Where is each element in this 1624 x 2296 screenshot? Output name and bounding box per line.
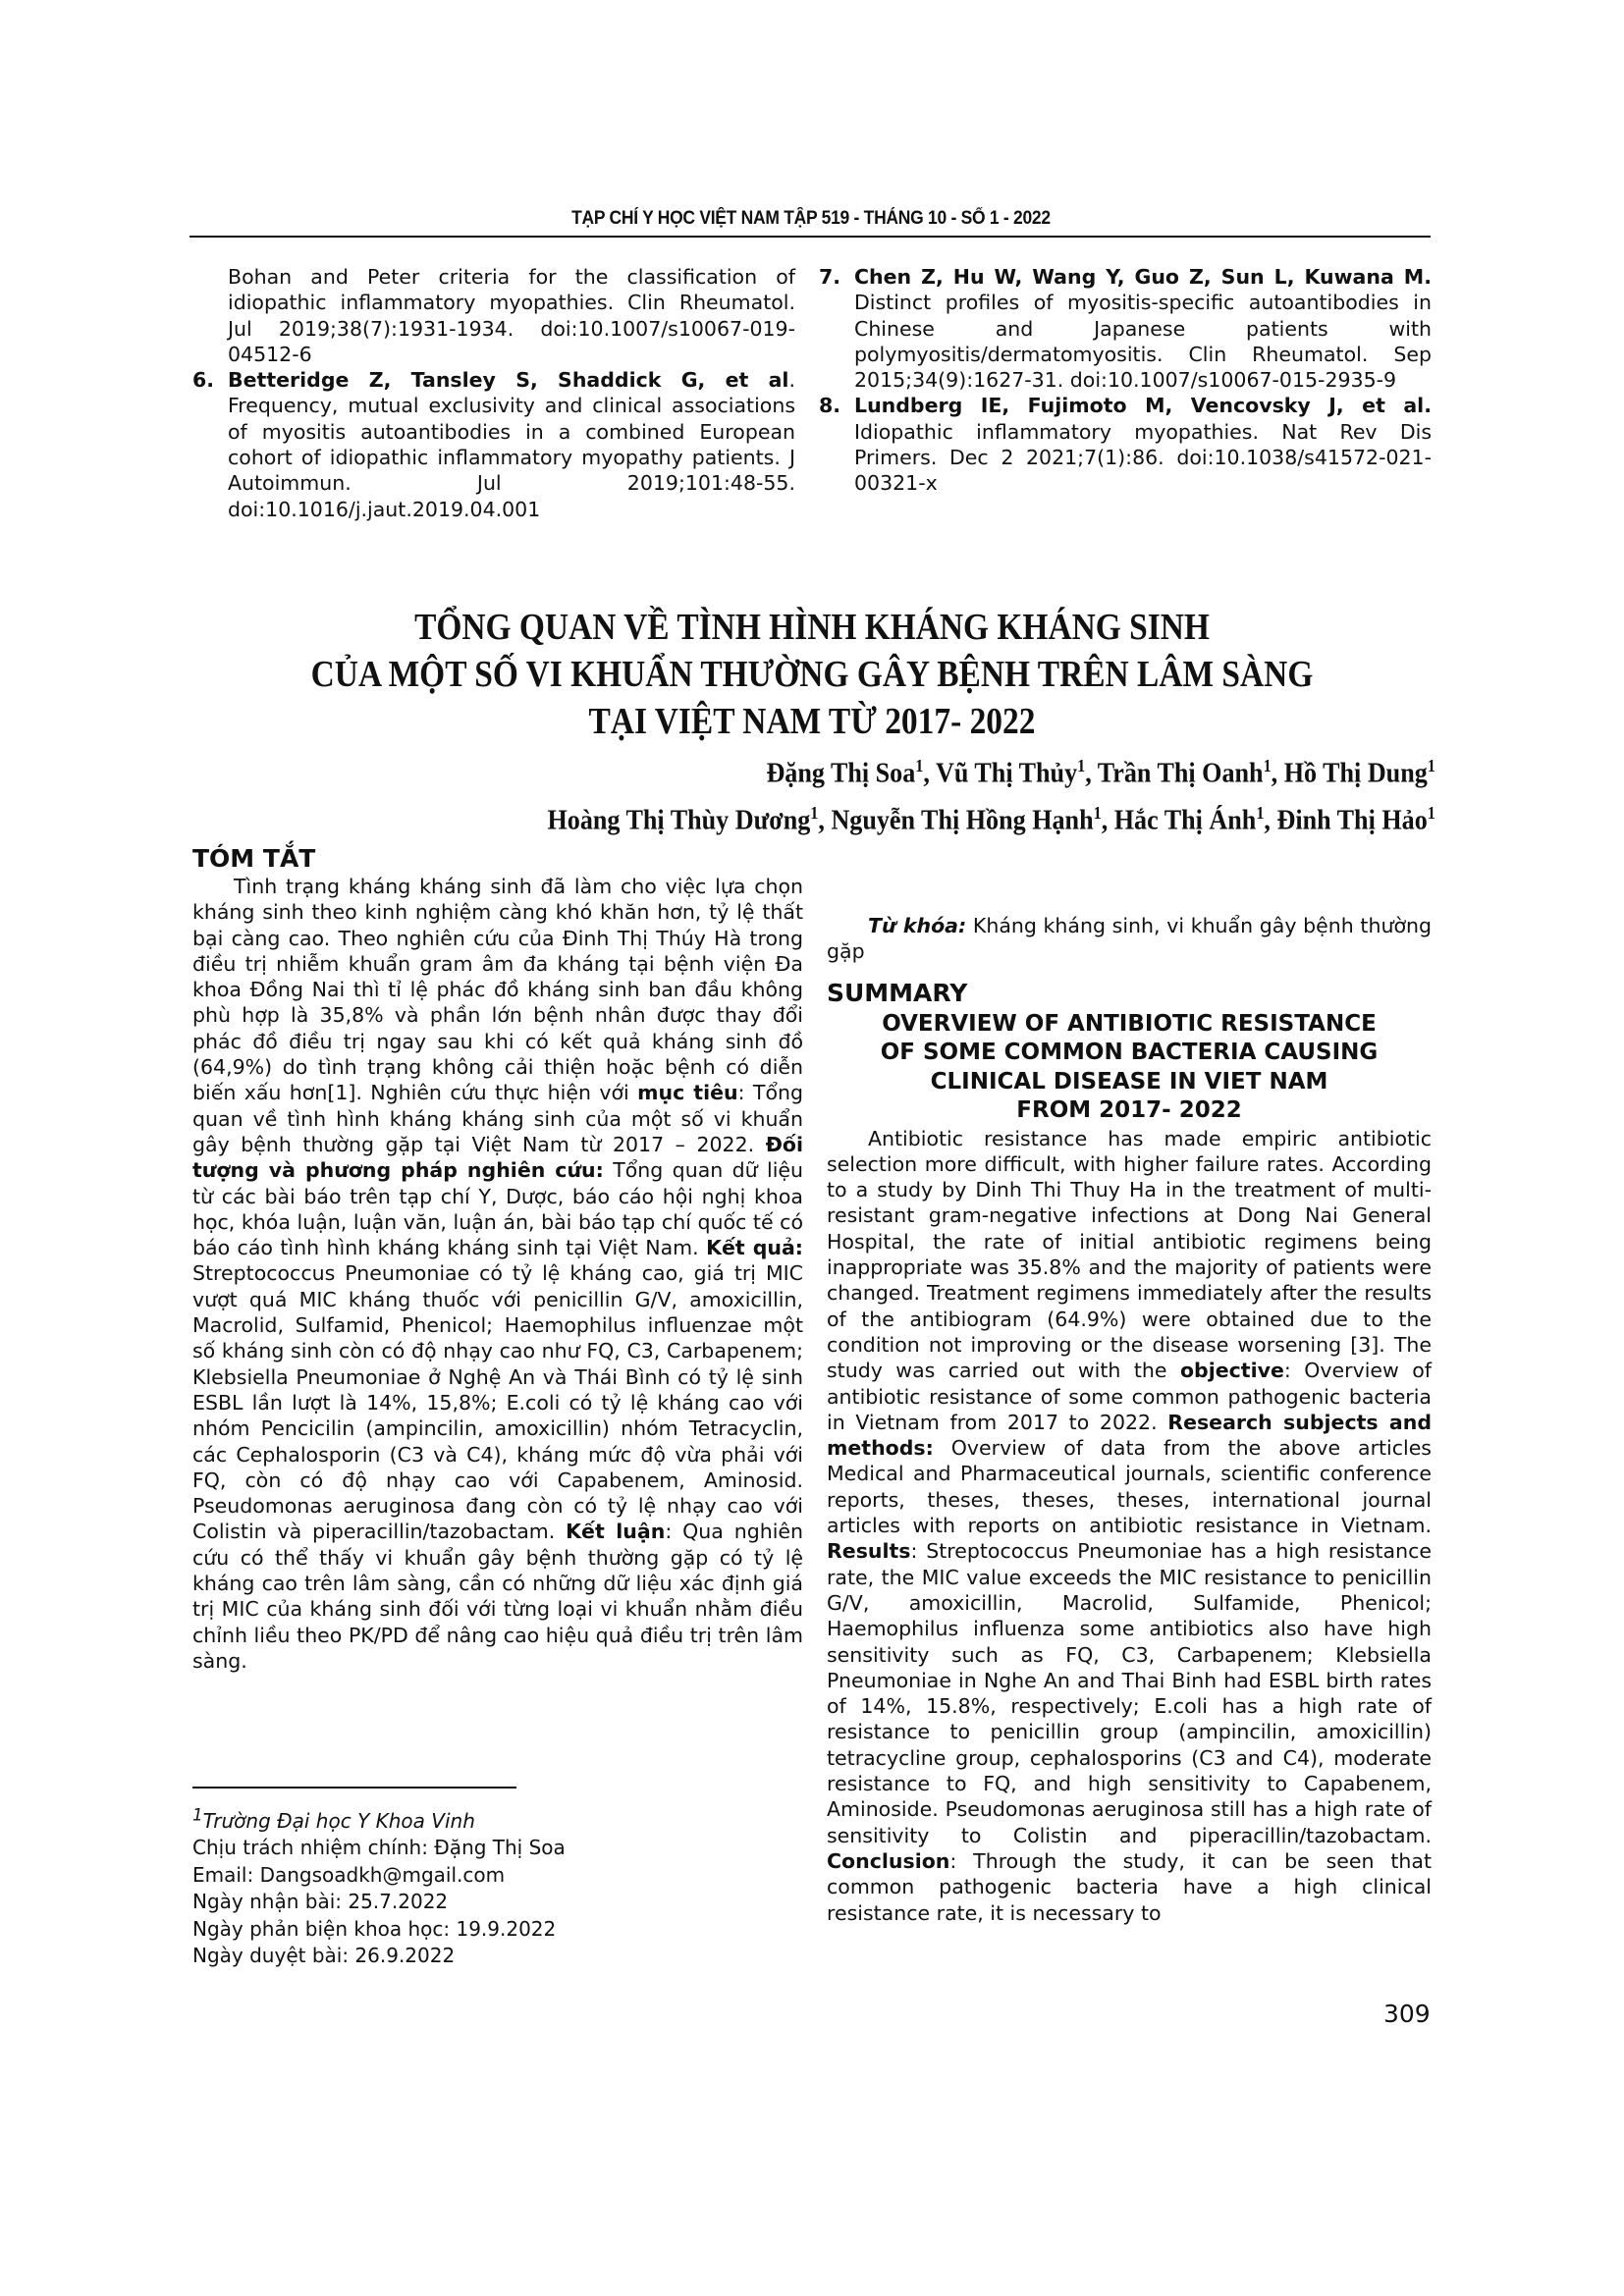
received-date: Ngày nhận bài: 25.7.2022 (192, 1890, 449, 1914)
english-title-line: FROM 2017- 2022 (1016, 1097, 1242, 1124)
references-right-column (819, 264, 1432, 497)
author-name: Đặng Thị Soa (766, 757, 916, 789)
section-heading: SUMMARY (827, 978, 968, 1007)
keywords-label: Từ khóa: (868, 914, 967, 937)
abstract-english-column (827, 913, 1432, 1926)
reference-item (228, 264, 795, 367)
affiliation-marker: 1 (1077, 756, 1086, 775)
affiliation-marker: 1 (1263, 756, 1272, 775)
abstract-paragraph: Tình trạng kháng kháng sinh đã làm cho việc lựa chọn kháng sinh theo kinh nghiệm càng khó khăn hơn, tỷ lệ thất bại càng cao. Theo nghiên cứu của Đinh Thị Thúy Hà trong điều trị nhiễm khuẩn gram âm đa kháng tại bệnh viện Đa khoa Đồng Nai thì tỉ lệ phác đồ kháng sinh ban đầu không phù hợp là 35,8% và phần lớn bệnh nhân được thay đổi phác đồ điều trị ngay sau khi có kết quả kháng sinh đồ (64,9%) do tình trạng không cải thiện hoặc bệnh có diễn biến xấu hơn[1]. Nghiên cứu thực hiện với mục tiêu: Tổng quan về tình hình kháng kháng sinh của một số vi khuẩn gây bệnh thường gặp tại Việt Nam từ 2017 – 2022. Đối tượng và phương pháp nghiên cứu: Tổng quan dữ liệu từ các bài báo trên tạp chí Y, Dược, báo cáo hội nghị khoa học, khóa luận, luận văn, luận án, bài báo tạp chí quốc tế có báo cáo tình hình kháng kháng sinh tại Việt Nam. Kết quả: Streptococcus Pneumoniae có tỷ lệ kháng cao, giá trị MIC vượt quá MIC kháng thuốc với penicillin G/V, amoxicillin, Macrolid, Sulfamid, Phenicol; Haemophilus influenzae một số kháng sinh còn có độ nhạy cao như FQ, C3, Carbapenem; Klebsiella Pneumoniae ở Nghệ An và Thái Bình có tỷ lệ sinh ESBL lần lượt là 14%, 15,8%; E.coli có tỷ lệ kháng cao với nhóm Pencicilin (ampincilin, amoxicillin) nhóm Tetracyclin, các Cephalosporin (C3 và C4), kháng mức độ vừa phải với FQ, còn có độ nhạy cao với Capabenem, Aminosid. Pseudomonas aeruginosa đang còn có tỷ lệ nhạy cao với Colistin và piperacillin/tazobactam. Kết luận: Qua nghiên cứu có thể thấy vi khuẩn gây bệnh thường gặp có tỷ lệ kháng cao trên lâm sàng, cần có những dữ liệu xác định giá trị MIC của kháng sinh đối với từng loại vi khuẩn nhằm điều chỉnh liều theo PK/PD để nâng cao hiệu quả điều trị trên lâm sàng. (192, 875, 804, 1673)
reference-authors: Betteridge Z, Tansley S, Shaddick G, et al (228, 368, 789, 393)
english-title-line: OVERVIEW OF ANTIBIOTIC RESISTANCE (882, 1010, 1377, 1037)
accepted-date: Ngày duyệt bài: 26.9.2022 (192, 1944, 456, 1968)
reference-number: 7. (819, 265, 841, 289)
title-line: CỦA MỘT SỐ VI KHUẨN THƯỜNG GÂY BỆNH TRÊN LÂM SÀNG (310, 654, 1314, 695)
author-name: Vũ Thị Thủy (936, 757, 1078, 789)
reference-item (192, 367, 795, 522)
reference-text: Idiopathic inflammatory myopathies. Nat Rev Dis Primers. Dec 2 2021;7(1):86. doi:10.1038/s41572-021-00321-x (854, 419, 1432, 496)
author-list (548, 746, 1435, 839)
author-line: Đặng Thị Soa$^1$, Vũ Thị Thủy$^1$, Trần Thị Oanh$^1$, Hồ Thị Dung$^1$ (766, 756, 1435, 789)
footnote (192, 1801, 566, 1970)
header-divider (189, 236, 1431, 238)
reference-text: . Frequency, mutual exclusivity and clinical associations of myositis autoantibodies in a combined European cohort of idiopathic inflammatory myopathy patients. J Autoimmun. Jul 2019;101:48-55. doi:10.1016/j.jaut.2019.04.001 (228, 368, 795, 521)
title-line: TỔNG QUAN VỀ TÌNH HÌNH KHÁNG KHÁNG SINH (414, 607, 1210, 648)
title-line: TẠI VIỆT NAM TỪ 2017- 2022 (588, 701, 1036, 742)
english-title (827, 1010, 1432, 1126)
author-name: Hoàng Thị Thùy Dương (547, 804, 811, 836)
affiliation-marker: 1 (810, 802, 819, 823)
author-line: Hoàng Thị Thùy Dương$^1$, Nguyễn Thị Hồng Hạnh$^1$, Hắc Thị Ánh$^1$, Đinh Thị Hảo$^1$ (547, 802, 1435, 836)
reference-item (819, 264, 1432, 393)
reference-number: 6. (192, 368, 215, 393)
running-header: TẠP CHÍ Y HỌC VIỆT NAM TẬP 519 - THÁNG 10 - SỐ 1 - 2022 (571, 208, 1051, 229)
author-name: Hồ Thị Dung (1283, 757, 1428, 789)
reference-authors: Lundberg IE, Fujimoto M, Vencovsky J, et al. (854, 394, 1432, 418)
affiliation-marker: 1 (1256, 802, 1265, 823)
objective-label: objective (1179, 1359, 1284, 1383)
author-name: Trần Thị Oanh (1097, 757, 1264, 789)
conclusion-label: Kết luận (566, 1520, 666, 1544)
reference-text: Distinct profiles of myositis-specific autoantibodies in Chinese and Japanese patients with polymyositis/dermatomyositis. Clin Rheumatol. Sep 2015;34(9):1627-31. doi:10.1007/s10067-015-2935-9 (854, 291, 1432, 393)
author-name: Nguyễn Thị Hồng Hạnh (831, 804, 1094, 836)
affiliation-marker: 1 (1093, 802, 1102, 823)
reference-item (819, 393, 1432, 496)
reference-text: Bohan and Peter criteria for the classification of idiopathic inflammatory myopathies. Clin Rheumatol. Jul 2019;38(7):1931-1934. doi:10.1007/s10067-019-04512-6 (228, 265, 795, 366)
methods-label: Đối tượng và phương pháp nghiên cứu: (192, 1132, 803, 1183)
review-date: Ngày phản biện khoa học: 19.9.2022 (192, 1916, 557, 1941)
footnote-divider (192, 1787, 516, 1789)
affiliation-marker: 1 (1427, 802, 1435, 823)
english-title-line: OF SOME COMMON BACTERIA CAUSING (880, 1040, 1379, 1066)
section-heading: TÓM TẮT (192, 844, 316, 873)
summary-paragraph: Antibiotic resistance has made empiric antibiotic selection more difficult, with higher failure rates. According to a study by Dinh Thi Thuy Ha in the treatment of multi-resistant gram-negative infections at Dong Nai General Hospital, the rate of initial antibiotic regimens being inappropriate was 35.8% and the majority of patients were changed. Treatment regimens immediately after the results of the antibiogram (64.9%) were obtained due to the condition not improving or the disease worsening [3]. The study was carried out with the objective: Overview of antibiotic resistance of some common pathogenic bacteria in Vietnam from 2017 to 2022. Research subjects and methods: Overview of data from the above articles Medical and Pharmaceutical journals, scientific conference reports, theses, theses, theses, international journal articles with reports on antibiotic resistance in Vietnam. Results: Streptococcus Pneumoniae has a high resistance rate, the MIC value exceeds the MIC resistance to penicillin G/V, amoxicillin, Macrolid, Sulfamide, Phenicol; Haemophilus influenza some antibiotics also have high sensitivity such as FQ, C3, Carbapenem; Klebsiella Pneumoniae in Nghe An and Thai Binh had ESBL birth rates of 14%, 15.8%, respectively; E.coli has a high rate of resistance to penicillin group (ampincilin, amoxicillin) tetracycline group, cephalosporins (C3 and C4), moderate resistance to FQ, and high sensitivity to Capabenem, Aminoside. Pseudomonas aeruginosa still has a high rate of sensitivity to Colistin and piperacillin/tazobactam. Conclusion: Through the study, it can be seen that common pathogenic bacteria have a high clinical resistance rate, it is necessary to (827, 1126, 1432, 1925)
reference-authors: Chen Z, Hu W, Wang Y, Guo Z, Sun L, Kuwana M. (854, 265, 1432, 289)
results-label: Kết quả: (706, 1236, 804, 1260)
references-left-column (192, 264, 795, 522)
author-name: Hắc Thị Ánh (1113, 804, 1257, 836)
corresponding-author: Chịu trách nhiệm chính: Đặng Thị Soa (192, 1836, 566, 1860)
keywords: Từ khóa: Kháng kháng sinh, vi khuẩn gây bệnh thường gặp (827, 914, 1432, 964)
english-title-line: CLINICAL DISEASE IN VIET NAM (930, 1068, 1328, 1095)
author-name: Đinh Thị Hảo (1276, 804, 1428, 836)
page-number: 309 (1383, 2000, 1431, 2028)
abstract-vietnamese (192, 844, 803, 1674)
results-label: Results (827, 1539, 911, 1564)
affiliation: $^1$Trường Đại học Y Khoa Vinh (192, 1805, 475, 1833)
methods-label: Research subjects and methods: (827, 1410, 1432, 1461)
objective-label: mục tiêu (637, 1081, 738, 1105)
affiliation-marker: 1 (1427, 756, 1435, 775)
reference-number: 8. (819, 394, 841, 418)
email: Email: Dangsoadkh@mgail.com (192, 1862, 506, 1887)
article-title (270, 604, 1354, 745)
affiliation-marker: 1 (915, 756, 924, 775)
conclusion-label: Conclusion (827, 1848, 950, 1873)
